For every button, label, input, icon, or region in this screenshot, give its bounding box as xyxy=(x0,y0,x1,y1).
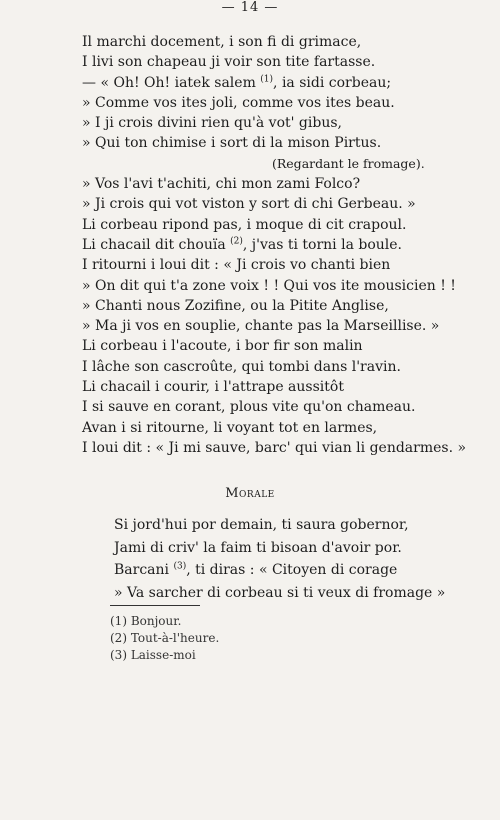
poem-line: Avan i si ritourne, li voyant tot en larmes, xyxy=(82,419,378,436)
moral-line: Si jord'hui por demain, ti saura gobernor, xyxy=(114,517,409,533)
poem-line: » Vos l'avi t'achiti, chi mon zami Folco? xyxy=(82,176,361,193)
footnote: (3) Laisse-moi xyxy=(110,648,196,662)
poem-line: Li chacail dit chouïa $^{(2)}$, j'vas ti torni la boule. xyxy=(82,236,402,253)
poem-line: Li corbeau ripond pas, i moque di cit crapoul. xyxy=(82,216,407,233)
stage-direction: (Regardant le fromage). xyxy=(272,155,425,171)
poem-line: » On dit qui t'a zone voix ! ! Qui vos ite mousicien ! ! xyxy=(82,277,456,294)
poem-line: » Ji crois qui vot viston y sort di chi Gerbeau. » xyxy=(82,196,416,213)
footnote: (1) Bonjour. xyxy=(110,614,182,628)
poem-line: » I ji crois divini rien qu'à vot' gibus, xyxy=(82,115,342,132)
poem-body xyxy=(82,32,492,458)
poem-line: I livi son chapeau ji voir son tite fartasse. xyxy=(82,54,376,71)
moral-line: Jami di criv' la faim ti bisoan d'avoir por. xyxy=(114,539,402,556)
poem-line: » Qui ton chimise i sort di la mison Pirtus. xyxy=(82,135,382,152)
poem-line: » Comme vos ites joli, comme vos ites beau. xyxy=(82,94,395,111)
poem-line: — « Oh! Oh! iatek salem $^{(1)}$, ia sidi corbeau; xyxy=(82,73,392,91)
moral-heading: Morale xyxy=(225,486,275,501)
poem-line: » Ma ji vos en souplie, chante pas la Marseillise. » xyxy=(82,318,440,335)
moral-line: Barcani $^{(3)}$, ti diras : « Citoyen di corage xyxy=(114,561,398,578)
poem-line: Il marchi docement, i son fi di grimace, xyxy=(82,34,362,50)
moral-line: » Va sarcher di corbeau si ti veux di fromage » xyxy=(114,584,446,601)
poem-line: I ritourni i loui dit : « Ji crois vo chanti bien xyxy=(82,257,391,274)
footnotes xyxy=(110,613,410,664)
footnote-divider xyxy=(110,605,200,606)
moral-stanza xyxy=(114,514,494,604)
footnote: (2) Tout-à-l'heure. xyxy=(110,631,220,645)
page-number: — 14 — xyxy=(221,0,279,15)
poem-line: Li corbeau i l'acoute, i bor fir son malin xyxy=(82,338,363,355)
poem-line: Li chacail i courir, i l'attrape aussitôt xyxy=(82,379,344,396)
poem-line: I loui dit : « Ji mi sauve, barc' qui vian li gendarmes. » xyxy=(82,439,467,456)
poem-line: I lâche son cascroûte, qui tombi dans l'ravin. xyxy=(82,358,401,375)
poem-line: I si sauve en corant, plous vite qu'on chameau. xyxy=(82,399,416,416)
poem-line: » Chanti nous Zozifine, ou la Pitite Anglise, xyxy=(82,297,389,314)
